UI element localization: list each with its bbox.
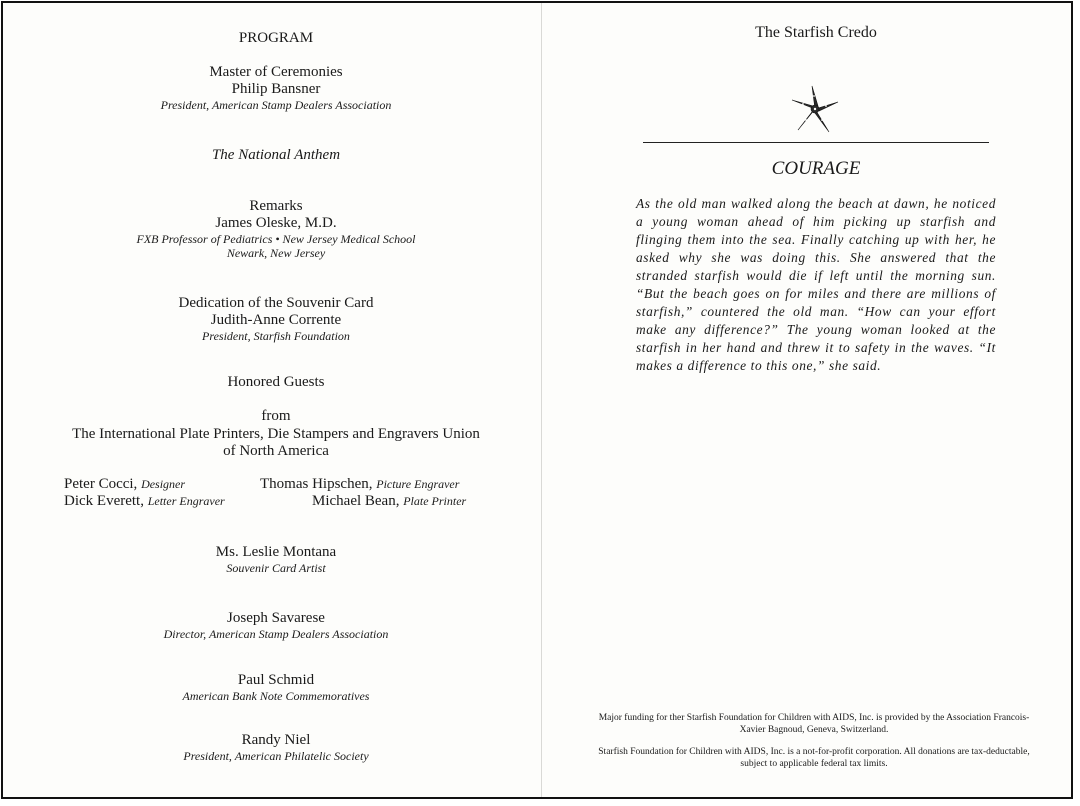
- courage-heading: COURAGE: [771, 158, 861, 179]
- guest-role: Director, American Stamp Dealers Association: [163, 627, 389, 641]
- guest-role: President, American Philatelic Society: [183, 749, 369, 763]
- credo-story: As the old man walked along the beach at dawn, he noticed a young woman ahead of him picking up starfish and flinging them into the sea. Finally catching up with her, he asked why she was doing this. She answered that the stranded starfish would die if left until the morning sun. “But the beach goes on for miles and there are millions of starfish,” countered the old man. “How can your effort make any difference?” The young woman looked at the starfish in her hand and threw it to safety in the waves. “It makes a difference to this one,” she said.: [636, 196, 996, 373]
- engraver-everett: [64, 493, 225, 510]
- anthem: The National Anthem: [211, 147, 341, 163]
- engraver-name: Peter Cocci,: [64, 476, 138, 492]
- engraver-cocci: [64, 476, 185, 493]
- program-heading: PROGRAM: [238, 30, 314, 46]
- union-line-2: of North America: [223, 443, 329, 459]
- mc-name: Philip Bansner: [231, 81, 321, 97]
- guest-role: American Bank Note Commemoratives: [182, 689, 370, 703]
- remarks-name: James Oleske, M.D.: [215, 215, 337, 231]
- funding-note: Major funding for ther Starfish Foundation for Children with AIDS, Inc. is provided by the Association Francois-Xavier Bagnoud, Geneva, Switzerland.: [598, 713, 1030, 735]
- program-card: [1, 1, 1073, 799]
- engraver-name: Dick Everett,: [64, 493, 144, 509]
- honored-from: from: [261, 408, 291, 424]
- remarks-title: Remarks: [249, 198, 303, 214]
- mc-role: President, American Stamp Dealers Association: [160, 98, 392, 112]
- engraver-name: Michael Bean,: [312, 493, 400, 509]
- engraver-hipschen: [260, 476, 459, 493]
- dedication-name: Judith-Anne Corrente: [210, 312, 342, 328]
- title-divider: [643, 142, 989, 143]
- credo-title: The Starfish Credo: [755, 24, 877, 41]
- nonprofit-note: Starfish Foundation for Children with AIDS, Inc. is a not-for-profit corporation. All donations are tax-deductable, subject to applicable federal tax limits.: [598, 747, 1030, 769]
- honored-title: Honored Guests: [227, 374, 325, 390]
- engraver-role: Plate Printer: [403, 494, 467, 508]
- engraver-bean: [312, 493, 466, 510]
- engraver-role: Designer: [141, 477, 186, 491]
- remarks-location: Newark, New Jersey: [226, 246, 326, 260]
- mc-title: Master of Ceremonies: [209, 64, 343, 80]
- starfish-icon: [788, 82, 842, 136]
- dedication-role: President, Starfish Foundation: [202, 329, 350, 343]
- engraver-name: Thomas Hipschen,: [260, 476, 373, 492]
- guest-role: Souvenir Card Artist: [226, 561, 326, 575]
- guest-name: Paul Schmid: [237, 672, 315, 688]
- guest-name: Ms. Leslie Montana: [215, 544, 337, 560]
- dedication-title: Dedication of the Souvenir Card: [178, 295, 374, 311]
- engraver-role: Picture Engraver: [376, 477, 460, 491]
- guest-name: Randy Niel: [241, 732, 311, 748]
- guest-name: Joseph Savarese: [227, 610, 325, 626]
- remarks-role: FXB Professor of Pediatrics • New Jersey Medical School: [136, 232, 416, 246]
- union-line-1: The International Plate Printers, Die Stampers and Engravers Union: [72, 426, 480, 442]
- engraver-role: Letter Engraver: [147, 494, 225, 508]
